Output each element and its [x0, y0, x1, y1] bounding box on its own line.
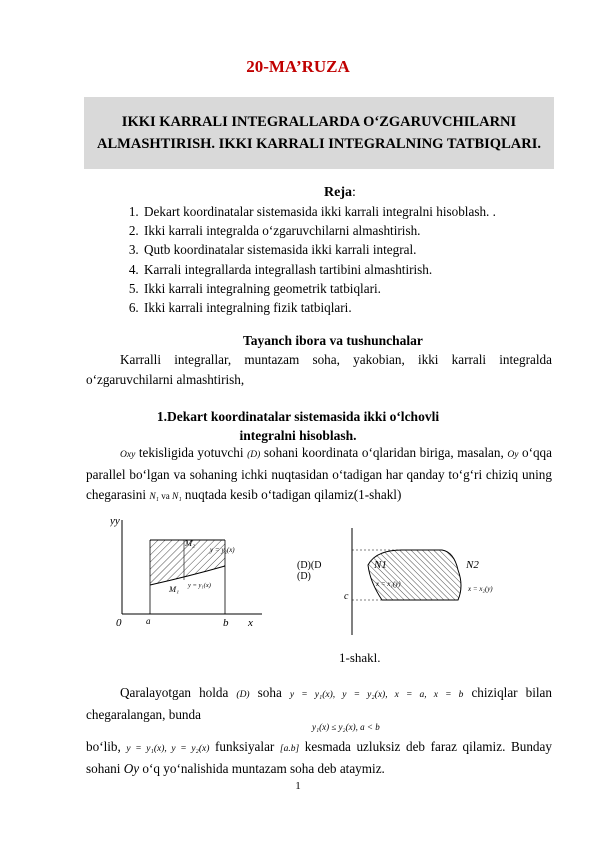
section-heading: 1.Dekart koordinatalar sistemasida ikki o‘lchovli integralni hisoblash.: [156, 409, 440, 443]
left-curve-label: x = x₁(y): [376, 580, 401, 588]
n1-label: N1: [374, 559, 387, 571]
plan-item: 1. Dekart koordinatalar sistemasida ikki karrali integralni hisoblash. .: [142, 202, 562, 221]
n2-label: N2: [466, 559, 479, 571]
figure-2: [290, 520, 520, 645]
upper-curve-label: y = y₂(x): [210, 546, 235, 554]
lecture-title: 20-MA’RUZA: [246, 57, 350, 76]
c-label: c: [344, 591, 349, 602]
plan-item: 5. Ikki karrali integralning geometrik tatbiqlari.: [142, 279, 562, 298]
figure-1: [110, 510, 270, 635]
lower-curve-label: y = y₁(x): [188, 582, 211, 589]
right-curve-label: x = x₂(y): [468, 585, 493, 593]
origin-label: 0: [116, 617, 122, 629]
region-paragraph: Qaralayotgan holda (D) soha y = y₁(x), y = y₂(x), x = a, x = b chiziqlar bilan chegaralangan, bunda: [86, 685, 552, 722]
plan-item: 4. Karrali integrallarda integrallash tartibini almashtirish.: [142, 260, 562, 279]
continuity-paragraph: bo‘lib, y = y₁(x), y = y₂(x) funksiyalar [a.b] kesmada uzluksiz deb faraz qilamiz. Bunday sohani Oy o‘q yo‘nalishida muntazam soha deb ataymiz.: [86, 739, 552, 776]
plan-item: 6. Ikki karrali integralning fizik tatbiqlari.: [142, 298, 562, 317]
plan-list: [120, 202, 562, 317]
b-label: b: [223, 617, 229, 629]
region-label-1: (D)(D: [297, 560, 322, 571]
a-label: a: [146, 616, 151, 626]
region-d: [368, 550, 461, 600]
keywords-heading: Tayanch ibora va tushunchalar: [243, 333, 423, 348]
section-paragraph: Oxy tekisligida yotuvchi (D) sohani koordinata o‘qlaridan biriga, masalan, Oy o‘qqa parallel bo‘lgan va sohaning ichki nuqtasidan o‘tadigan har qanday to‘g‘ri chiziq uning chegarasini N₁ va N₁ nuqtada kesib o‘tadigan qilamiz(1-shakl): [86, 445, 553, 502]
region-label-2: (D): [297, 571, 311, 582]
keywords-paragraph: Karralli integrallar, muntazam soha, yakobian, ikki karrali integralda o‘zgaruvchilarni almashtirish,: [86, 352, 552, 387]
plan-heading: Reja:: [324, 185, 356, 200]
condition-formula: y₁(x) ≤ y₂(x), a < b: [312, 722, 380, 732]
plan-item: 2. Ikki karrali integralda o‘zgaruvchilarni almashtirish.: [142, 221, 562, 240]
figure-caption: 1-shakl.: [339, 650, 381, 665]
y-axis-label: yy: [110, 515, 120, 527]
topic-banner: [84, 97, 554, 169]
m2-label: M₂: [185, 538, 196, 548]
m1-label: M₁: [169, 584, 180, 594]
page-number: 1: [295, 780, 301, 792]
banner-line-2: ALMASHTIRISH. IKKI KARRALI INTEGRALNING TATBIQLARI.: [97, 136, 541, 152]
banner-line-1: IKKI KARRALI INTEGRALLARDA O‘ZGARUVCHILARNI: [121, 114, 517, 130]
plan-item: 3. Qutb koordinatalar sistemasida ikki karrali integral.: [142, 240, 562, 259]
x-axis-label: x: [248, 617, 253, 629]
